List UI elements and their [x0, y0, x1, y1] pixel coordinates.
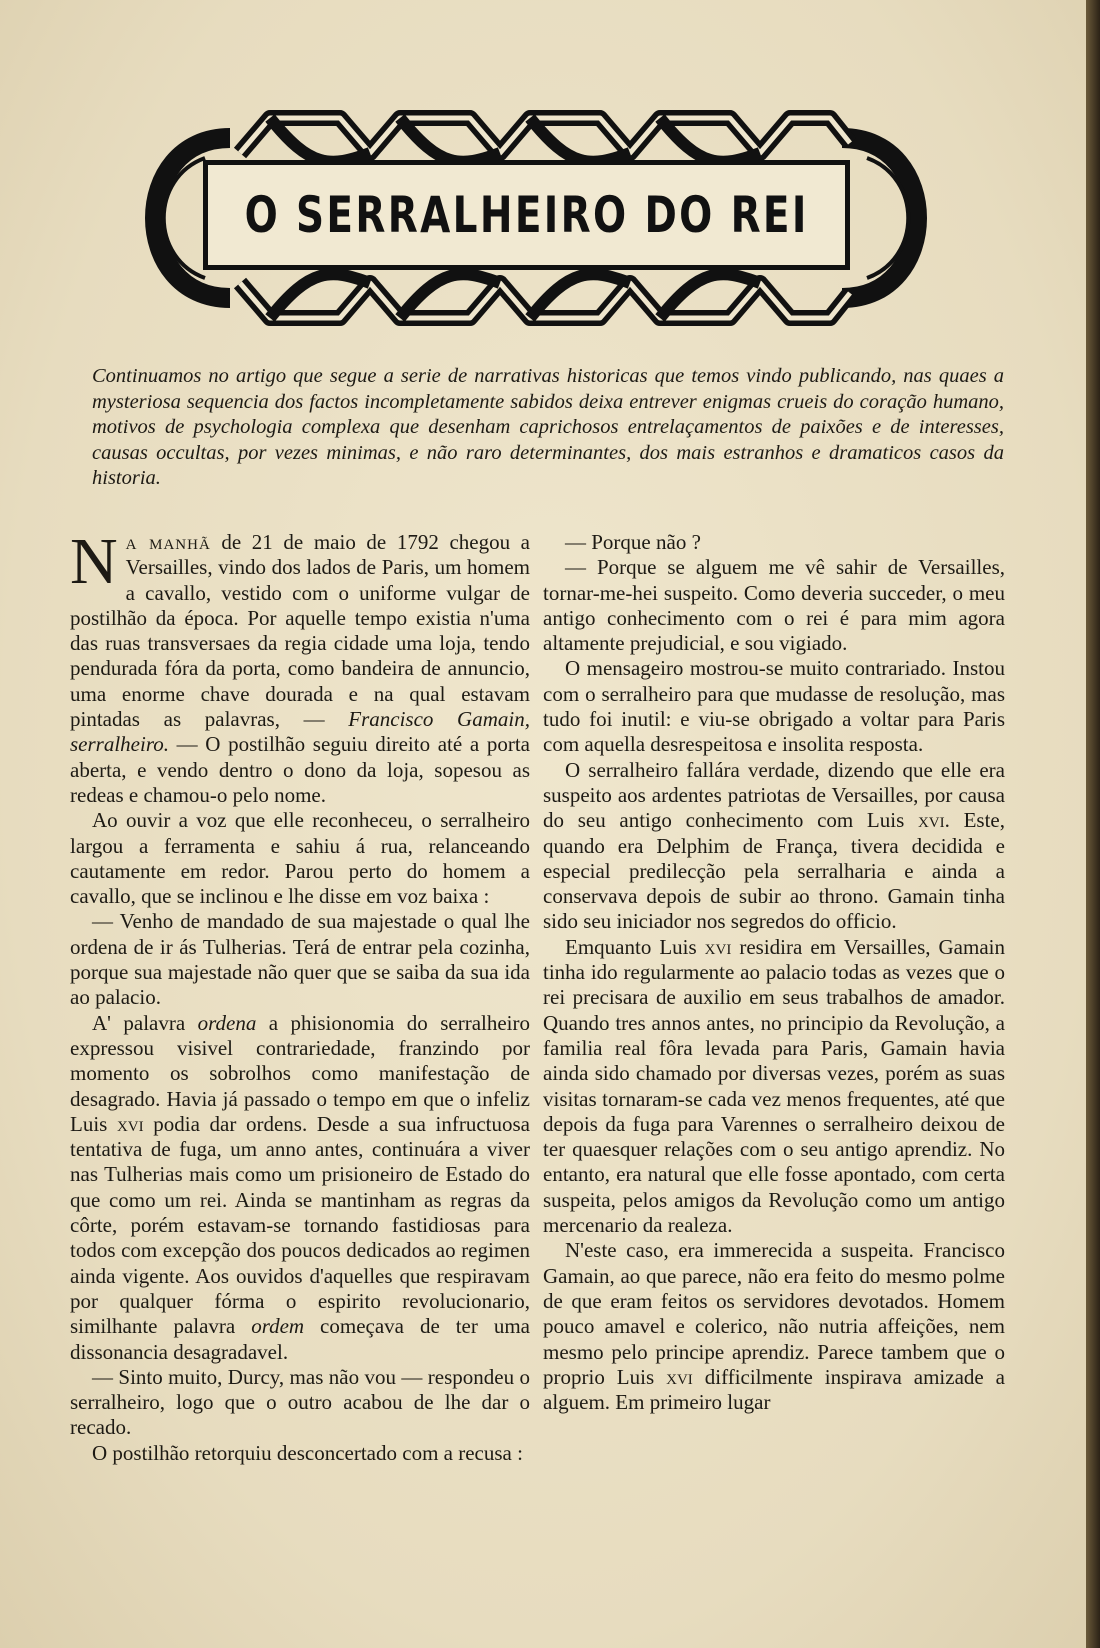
right-column — [543, 530, 1005, 1415]
text-run: começava de ter uma dissonancia desagradavel. — [70, 1314, 530, 1364]
text-run: . Este, quando era Delphim de França, tivera decidida e especial predilecção pela serralharia e ainda a conservava depois de subir ao throno. Gamain tinha sido seu iniciador nos segredos do officio. — [543, 808, 1005, 934]
text-run: difficilmente inspirava amizade a alguem. Em primeiro lugar — [543, 1364, 1006, 1415]
drop-cap: N — [70, 525, 118, 598]
opening-text-a: de 21 de maio de 1792 chegou a Versailles, vindo dos lados de Paris, um homem a cavallo, vestido com o uniforme vulgar de postilhão da época. Por aquelle tempo existia n'uma das ruas transversaes da regia cidade uma loja, tendo pendurada fóra da porta, como bandeira de annuncio, uma enorme chave dourada e na qual estavam pintadas as palavras, — — [70, 530, 531, 732]
left-column — [70, 525, 531, 1466]
roman-numeral: xvi — [704, 934, 732, 959]
text-run: Emquanto Luis — [565, 934, 705, 959]
intro-paragraph — [92, 364, 1004, 492]
text-run: residira em Versailles, Gamain tinha ido regularmente ao palacio todas as vezes que o rei precisara de auxilio em seus trabalhos de amador. Quando tres annos antes, no principio da Revolução, a familia real fôra levada para Paris, Gamain havia ainda sido chamado por diversas vezes, porém as suas visitas tornaram-se cada vez menos frequentes, até que depois da fuga para Varennes o serralheiro deixou de ter quaesquer relações com o seu antigo aprendiz. No entanto, era natural que elle fosse apontado, com certa suspeita, pelos amigos da Revolução como um antigo mercenario da realeza. — [543, 934, 1005, 1238]
opening-text-b: — O postilhão seguiu direito até a porta aberta, e vendo dentro o dono da loja, sopesou as redeas e chamou-o pelo nome. — [70, 732, 530, 807]
roman-numeral: xvi — [917, 808, 945, 833]
opening-italic: Francisco Gamain, serralheiro. — [70, 707, 530, 757]
page-edge-shadow — [1086, 0, 1100, 1648]
text-run: O serralheiro fallára verdade, dizendo que elle era suspeito aos ardentes patriotas de Versailles, por causa do seu antigo conhecimento com Luis — [543, 757, 1005, 833]
paragraph — [543, 758, 1005, 935]
paragraph: — Porque se alguem me vê sahir de Versailles, tornar-me-hei suspeito. Como deveria succeder, o meu antigo conhecimento com o rei é para mim agora altamente prejudicial, e sou vigiado. — [543, 555, 1005, 656]
page-title: O SERRALHEIRO DO REI — [244, 186, 809, 244]
paragraph: — Venho de mandado de sua majestade o qual lhe ordena de ir ás Tulherias. Terá de entrar pela cozinha, porque sua majestade não quer que se saiba da sua ida ao palacio. — [70, 909, 530, 1010]
paragraph: Ao ouvir a voz que elle reconheceu, o serralheiro largou a ferramenta e sahiu á rua, relanceando cautamente em redor. Parou perto do homem a cavallo, que se inclinou e lhe disse em voz baixa : — [70, 808, 530, 909]
paragraph: O postilhão retorquiu desconcertado com a recusa : — [92, 1440, 523, 1465]
intro-text: Continuamos no artigo que segue a serie de narrativas historicas que temos vindo publicando, nas quaes a mysteriosa sequencia dos factos incompletamente sabidos deixa entrever enigmas crueis do coração humano, motivos de psychologia complexa que desenham caprichosos entrelaçamentos de paixões e de interesses, causas occultas, por vezes minimas, e não raro determinantes, dos mais estranhos e dramaticos casos da historia. — [92, 365, 1004, 489]
title-frame — [203, 160, 850, 270]
italic-run: ordem — [251, 1314, 305, 1339]
text-run: a phisionomia do serralheiro expressou visivel contrariedade, franzindo por momento os sobrolhos como manifestação de desagrado. Havia já passado o tempo em que o infeliz Luis — [70, 1010, 530, 1136]
paragraph — [543, 1238, 1005, 1415]
text-run: A' palavra — [92, 1010, 198, 1035]
paragraph — [70, 1011, 530, 1365]
paragraph: O mensageiro mostrou-se muito contrariado. Instou com o serralheiro para que mudasse de resolução, mas tudo foi inutil: e viu-se obrigado a voltar para Paris com aquella desrespeitosa e insolita resposta. — [543, 656, 1005, 757]
paragraph: — Sinto muito, Durcy, mas não vou — respondeu o serralheiro, logo que o outro acabou de lhe dar o recado. — [70, 1364, 530, 1440]
italic-run: ordena — [197, 1010, 257, 1035]
text-run: podia dar ordens. Desde a sua infructuosa tentativa de fuga, um anno antes, continuára a viver nas Tulherias mais como um prisioneiro de Estado do que como um rei. Ainda se mantinham as regras da côrte, porém estavam-se tornando fastidiosas para todos com excepção dos poucos dedicados ao regimen ainda vigente. Aos ouvidos d'aquelles que respiravam por qualquer fórma o espirito revolucionario, similhante palavra — [70, 1111, 530, 1339]
roman-numeral: xvi — [116, 1111, 144, 1136]
paragraph-opening — [70, 525, 531, 808]
paragraph: — Porque não ? — [565, 530, 701, 554]
roman-numeral: xvi — [666, 1364, 693, 1389]
text-run: N'este caso, era immerecida a suspeita. Francisco Gamain, ao que parece, não era feito do mesmo polme de que eram feitos os servidores devotados. Homem pouco amavel e colerico, não nutria affeições, nem mesmo pelo principe aprendiz. Parece tambem que o proprio Luis — [543, 1238, 1005, 1389]
opening-lead: a manhã — [125, 530, 211, 554]
paragraph — [543, 935, 1005, 1239]
